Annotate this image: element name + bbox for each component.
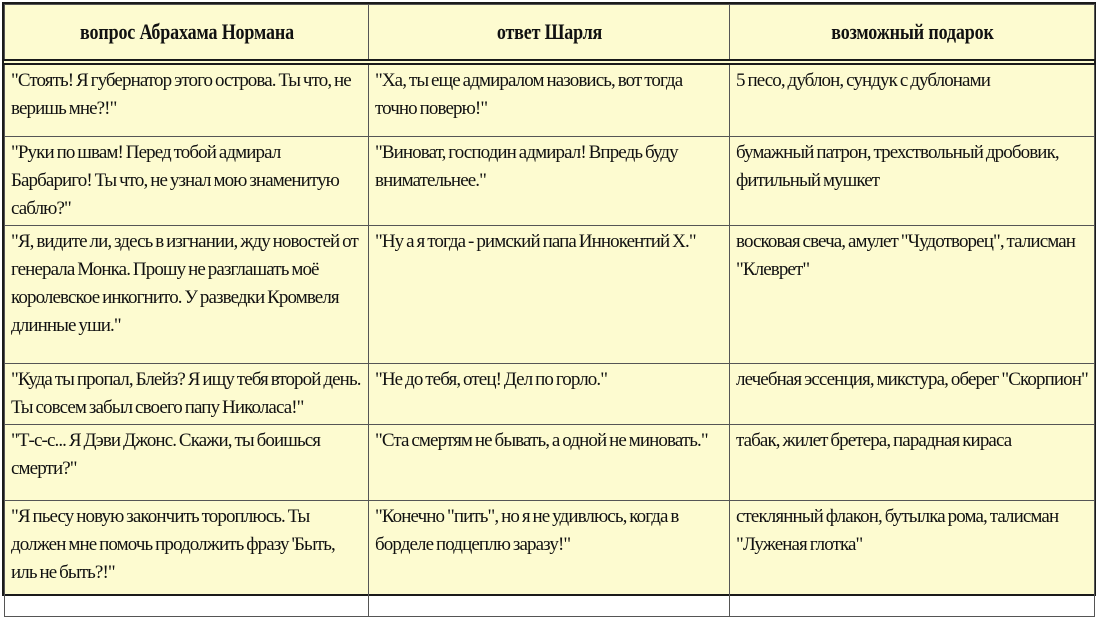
question-cell: "Стоять! Я губернатор этого острова. Ты что, не веришь мне?!" — [5, 62, 369, 137]
answer-cell: "Конечно "пить", но я не удивлюсь, когда в борделе подцеплю заразу!" — [369, 501, 730, 617]
gift-cell: бумажный патрон, трехствольный дробовик, фитильный мушкет — [730, 137, 1095, 226]
dialogue-table-frame — [2, 2, 1096, 596]
gift-cell: лечебная эссенция, микстура, оберег "Скорпион" — [730, 364, 1095, 425]
gift-cell: табак, жилет бретера, парадная кираса — [730, 425, 1095, 501]
question-cell: "Куда ты пропал, Блейз? Я ищу тебя второй день. Ты совсем забыл своего папу Николаса!" — [5, 364, 369, 425]
header-gift: возможный подарок — [762, 5, 1061, 62]
answer-cell: "Ста смертям не бывать, а одной не миновать." — [369, 425, 730, 501]
table-row — [5, 137, 1095, 226]
table-header-row — [5, 5, 1095, 62]
question-cell: "Т-с-с... Я Дэви Джонс. Скажи, ты боишься смерти?" — [5, 425, 369, 501]
answer-cell: "Не до тебя, отец! Дел по горло." — [369, 364, 730, 425]
table-row — [5, 62, 1095, 137]
table-row — [5, 501, 1095, 617]
answer-cell: "Ха, ты еще адмиралом назовись, вот тогда точно поверю!" — [369, 62, 730, 137]
table-row — [5, 364, 1095, 425]
answer-cell: "Ну а я тогда - римский папа Иннокентий Х." — [369, 226, 730, 364]
dialogue-gift-table — [4, 4, 1095, 617]
gift-cell: стеклянный флакон, бутылка рома, талисман "Луженая глотка" — [730, 501, 1095, 617]
gift-cell: восковая свеча, амулет "Чудотворец", талисман "Клеврет" — [730, 226, 1095, 364]
question-cell: "Я пьесу новую закончить тороплюсь. Ты должен мне помочь продолжить фразу 'Быть, иль не быть?!" — [5, 501, 369, 617]
question-cell: "Я, видите ли, здесь в изгнании, жду новостей от генерала Монка. Прошу не разглашать моё королевское инкогнито. У разведки Кромвеля длинные уши." — [5, 226, 369, 364]
header-answer: ответ Шарля — [401, 5, 697, 62]
question-cell: "Руки по швам! Перед тобой адмирал Барбариго! Ты что, не узнал мою знаменитую саблю?" — [5, 137, 369, 226]
table-row — [5, 425, 1095, 501]
answer-cell: "Виноват, господин адмирал! Впредь буду внимательнее." — [369, 137, 730, 226]
header-question: вопрос Абрахама Нормана — [37, 5, 335, 62]
gift-cell: 5 песо, дублон, сундук с дублонами — [730, 62, 1095, 137]
table-row — [5, 226, 1095, 364]
